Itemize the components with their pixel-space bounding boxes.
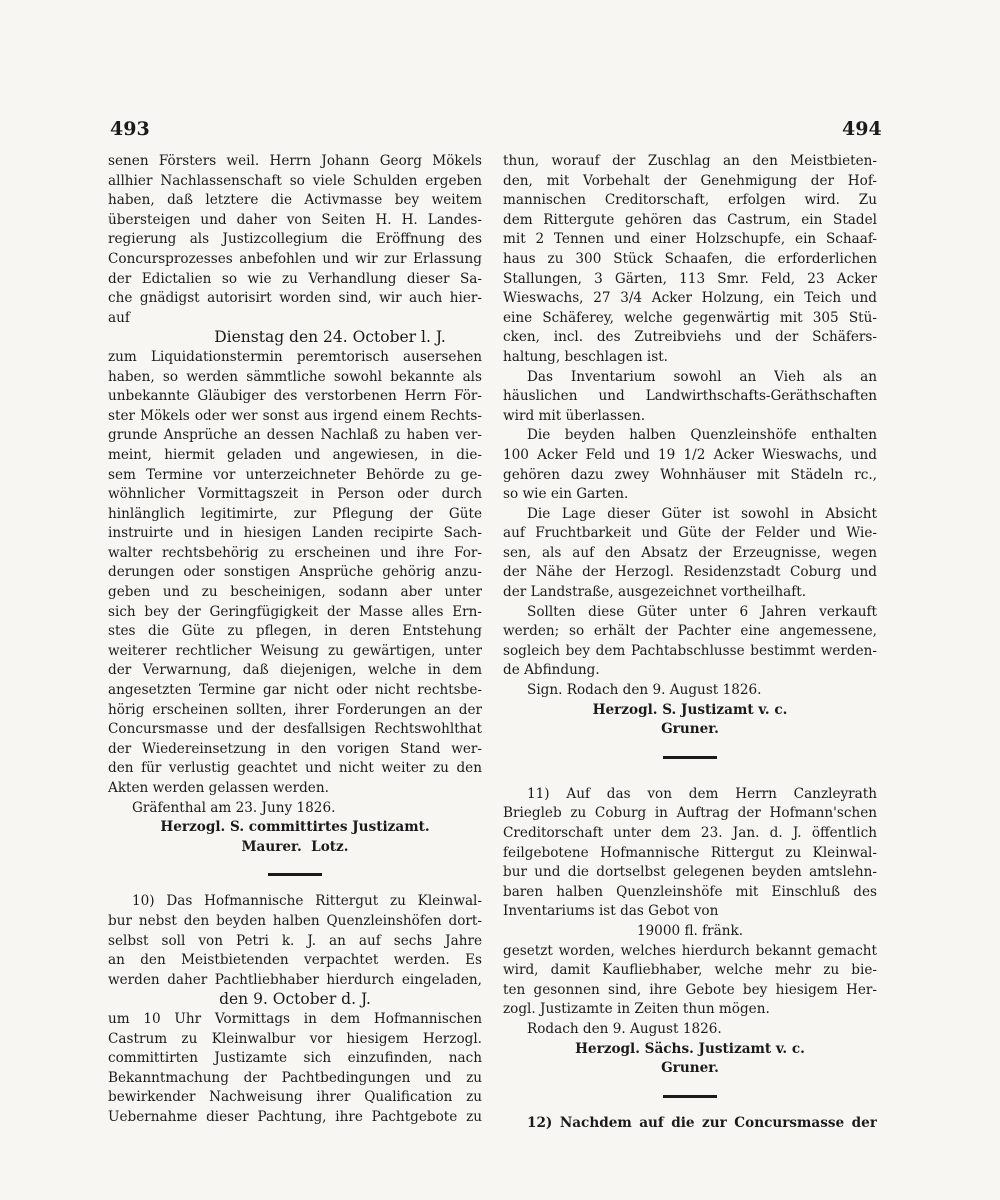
text-line: cken, incl. des Zutreibviehs und der Schäfers- [503,329,877,346]
text-line: haltung, beschlagen ist. [503,348,668,365]
text-line: gehören dazu zwey Wohnhäuser mit Städeln rc., [503,466,877,483]
section-divider [663,1095,717,1098]
text-line: Castrum zu Kleinwalbur vor hiesigem Herzogl. [108,1030,482,1047]
text-line: de Abfindung. [503,662,600,679]
text-line: ten gesonnen sind, ihre Gebote bey hiesigem Her- [503,981,877,998]
text-line: sogleich bey dem Pachtabschlusse bestimmt werden- [503,642,877,659]
text-line: instruirte und in hiesigen Landen recipirte Sach- [108,525,482,542]
text-line: regierung als Justizcollegium die Eröffnung des [108,231,482,248]
place-date-graefenthal: Gräfenthal am 23. Juny 1826. [132,799,336,816]
signature-office-right-2: Herzogl. Sächs. Justizamt v. c. [575,1040,805,1057]
text-line: 11) Auf das von dem Herrn Canzleyrath [527,785,877,802]
text-line: bewirkender Nachweisung ihrer Qualification zu [108,1089,482,1106]
signature-office-left: Herzogl. S. committirtes Justizamt. [160,819,430,836]
text-line: grunde Ansprüche an dessen Nachlaß zu haben ver- [108,427,482,444]
text-line: Das Inventarium sowohl an Vieh als an [527,368,877,385]
text-line: bur nebst den beyden halben Quenzleinshöfen dort- [108,912,482,929]
text-line: mit 2 Tennen und einer Holzschupfe, ein Schaaf- [503,231,877,248]
text-line: geben und zu bescheinigen, sodann aber unter [108,584,482,601]
text-line: che gnädigst autorisirt worden sind, wir auch hier- [108,290,482,307]
section-divider [663,756,717,759]
text-line: Creditorschaft unter dem 23. Jan. d. J. öffentlich [503,825,877,841]
text-line: hörig erscheinen sollten, ihrer Forderungen an der [108,701,482,718]
text-line: Stallungen, 3 Gärten, 113 Smr. Feld, 23 Acker [503,270,877,287]
text-line: Die beyden halben Quenzleinshöfe enthalten [527,427,877,444]
signature-name-right-1: Gruner. [661,721,719,738]
text-line: der Verwarnung, daß diejenigen, welche in dem [108,662,482,679]
text-line: Concursprozesses anbefohlen und wir zur Erlassung [108,250,482,267]
text-line: haben, daß letztere die Activmasse bey weitem [108,192,482,209]
text-line: unbekannte Gläubiger des verstorbenen Herrn För- [108,388,482,405]
text-line: hinlänglich legitimirte, zur Pflegung der Güte [108,505,482,522]
paragraph-inventory [503,368,877,427]
text-line: zum Liquidationstermin peremtorisch ausersehen [108,348,482,365]
text-line: dem Rittergute gehören das Castrum, ein Stadel [503,211,877,228]
text-line: haus zu 300 Stück Schaafen, die erforderlichen [503,250,877,267]
text-line: auf Fruchtbarkeit und Güte der Felder und Wie- [503,525,877,542]
text-line: feilgebotene Hofmannische Rittergut zu Kleinwal- [503,844,877,861]
text-line: Bekanntmachung der Pachtbedingungen und zu [108,1069,482,1086]
text-line: Concursmasse und der desfallsigen Rechtswohlthat [108,721,482,738]
text-line: ster Mökels oder wer sonst aus irgend einem Rechts- [108,407,482,424]
text-line: der Nähe der Herzogl. Residenzstadt Coburg und [503,564,877,581]
text-line: haben, so werden sämmtliche sowohl bekannte als [108,368,482,385]
text-line: meint, hiermit geladen und angewiesen, in die- [108,446,482,463]
text-line: baren halben Quenzleinshöfe mit Einschluß des [503,883,877,900]
text-line: 100 Acker Feld und 19 1/2 Acker Wieswachs, und [503,446,877,463]
text-line: derungen oder sonstigen Ansprüche gehörig anzu- [108,564,482,581]
page-number-right: 494 [842,118,882,140]
paragraph-creditor-summons [108,348,482,799]
text-line: Inventariums ist das Gebot von [503,903,719,920]
text-line: wird, damit Kaufliebhaber, welche mehr zu bie- [503,962,877,979]
text-line: thun, worauf der Zuschlag an den Meistbieten- [503,153,877,169]
text-line: mannischen Creditorschaft, erfolgen wird. Zu [503,192,877,209]
text-line: angesetzten Termine gar nicht oder nicht rechtsbe- [108,682,482,699]
paragraph-compensation [503,603,877,681]
signature-office-right-1: Herzogl. S. Justizamt v. c. [592,701,788,718]
text-line: häuslichen und Landwirthschafts-Geräthschaften [503,388,877,405]
right-column [503,152,877,1133]
section-divider [268,873,322,876]
paragraph-concurs-start: 12) Nachdem auf die zur Concursmasse der [527,1114,877,1131]
text-line: walter rechtsbehörig zu erscheinen und ihre For- [108,544,482,561]
text-line: Uebernahme dieser Pachtung, ihre Pachtgebote zu [108,1108,482,1125]
text-line: gesetzt worden, welches hierdurch bekannt gemacht [503,942,877,959]
text-line: den, mit Vorbehalt der Genehmigung der Hof- [503,172,877,189]
text-line: werden; so erhält der Pachter eine angemessene, [503,623,877,640]
text-line: stes die Güte zu pflegen, in deren Entstehung [108,623,482,640]
text-line: sem Termine vor unterzeichneter Behörde zu ge- [108,466,482,483]
text-line: zogl. Justizamte in Zeiten thun mögen. [503,1001,770,1018]
paragraph-bid-notice [503,785,877,922]
text-line: allhier Nachlassenschaft so viele Schulden ergeben [108,172,482,189]
text-line: Akten werden gelassen werden. [108,780,329,796]
paragraph-lease-notice [108,892,482,990]
text-line: auf [108,309,130,326]
left-column [108,152,482,1128]
paragraph-estate-description [503,152,877,368]
text-line: Die Lage dieser Güter ist sowohl in Absicht [527,505,877,522]
text-line: werden daher Pachtliebhaber hierdurch eingeladen, [108,971,482,988]
text-line: selbst soll von Petri k. J. an auf sechs Jahre [108,932,482,949]
text-line: der Landstraße, ausgezeichnet vortheilhaft. [503,584,807,601]
signature-name-right-2: Gruner. [661,1060,719,1077]
text-line: wird mit überlassen. [503,407,646,424]
text-line: Wieswachs, 27 3/4 Acker Holzung, ein Teich und [503,290,877,307]
text-line: so wie ein Garten. [503,486,629,503]
paragraph-bid-invitation [503,942,877,1020]
text-line: wöhnlicher Vormittagszeit in Person oder durch [108,486,482,503]
paragraph-location [503,505,877,603]
paragraph-quenzlein-farms [503,426,877,504]
signature-names-left: Maurer. Lotz. [241,838,349,855]
text-line: Sollten diese Güter unter 6 Jahren verkauft [527,603,877,620]
place-date-rodach-1: Sign. Rodach den 9. August 1826. [527,682,762,699]
text-line: den für verlustig geachtet und nicht weiter zu den [108,760,482,777]
text-line: senen Försters weil. Herrn Johann Georg Mökels [108,153,482,169]
text-line: eine Schäferey, welche gegenwärtig mit 305 Stü- [503,309,877,326]
paragraph-estate-debts [108,152,482,328]
text-line: Briegleb zu Coburg in Auftrag der Hofmann'schen [503,805,877,822]
text-line: der Edictalien so wie zu Verhandlung dieser Sa- [108,270,482,287]
text-line: bur und die dortselbst gelegenen beyden amtslehn- [503,864,877,881]
date-heading-liquidation: Dienstag den 24. October l. J. [214,328,446,347]
text-line: übersteigen und daher von Seiten H. H. Landes- [108,211,482,228]
page-number-left: 493 [110,118,150,140]
text-line: 10) Das Hofmannische Rittergut zu Kleinwal- [132,893,482,910]
text-line: an den Meistbietenden verpachtet werden. Es [108,952,482,969]
text-line: sich bey der Geringfügigkeit der Masse alles Ern- [108,603,482,620]
bid-amount: 19000 fl. fränk. [636,922,744,939]
paragraph-lease-terms [108,1010,482,1128]
text-line: weiterer rechtlicher Weisung zu gewärtigen, unter [108,642,482,659]
text-line: committirten Justizamte sich einzufinden, nach [108,1050,482,1067]
place-date-rodach-2: Rodach den 9. August 1826. [527,1020,722,1037]
text-line: der Wiedereinsetzung in den vorigen Stand wer- [108,740,482,757]
text-line: sen, als auf den Absatz der Erzeugnisse, wegen [503,544,877,561]
date-heading-lease: den 9. October d. J. [219,990,371,1009]
text-line: um 10 Uhr Vormittags in dem Hofmannischen [108,1010,482,1027]
